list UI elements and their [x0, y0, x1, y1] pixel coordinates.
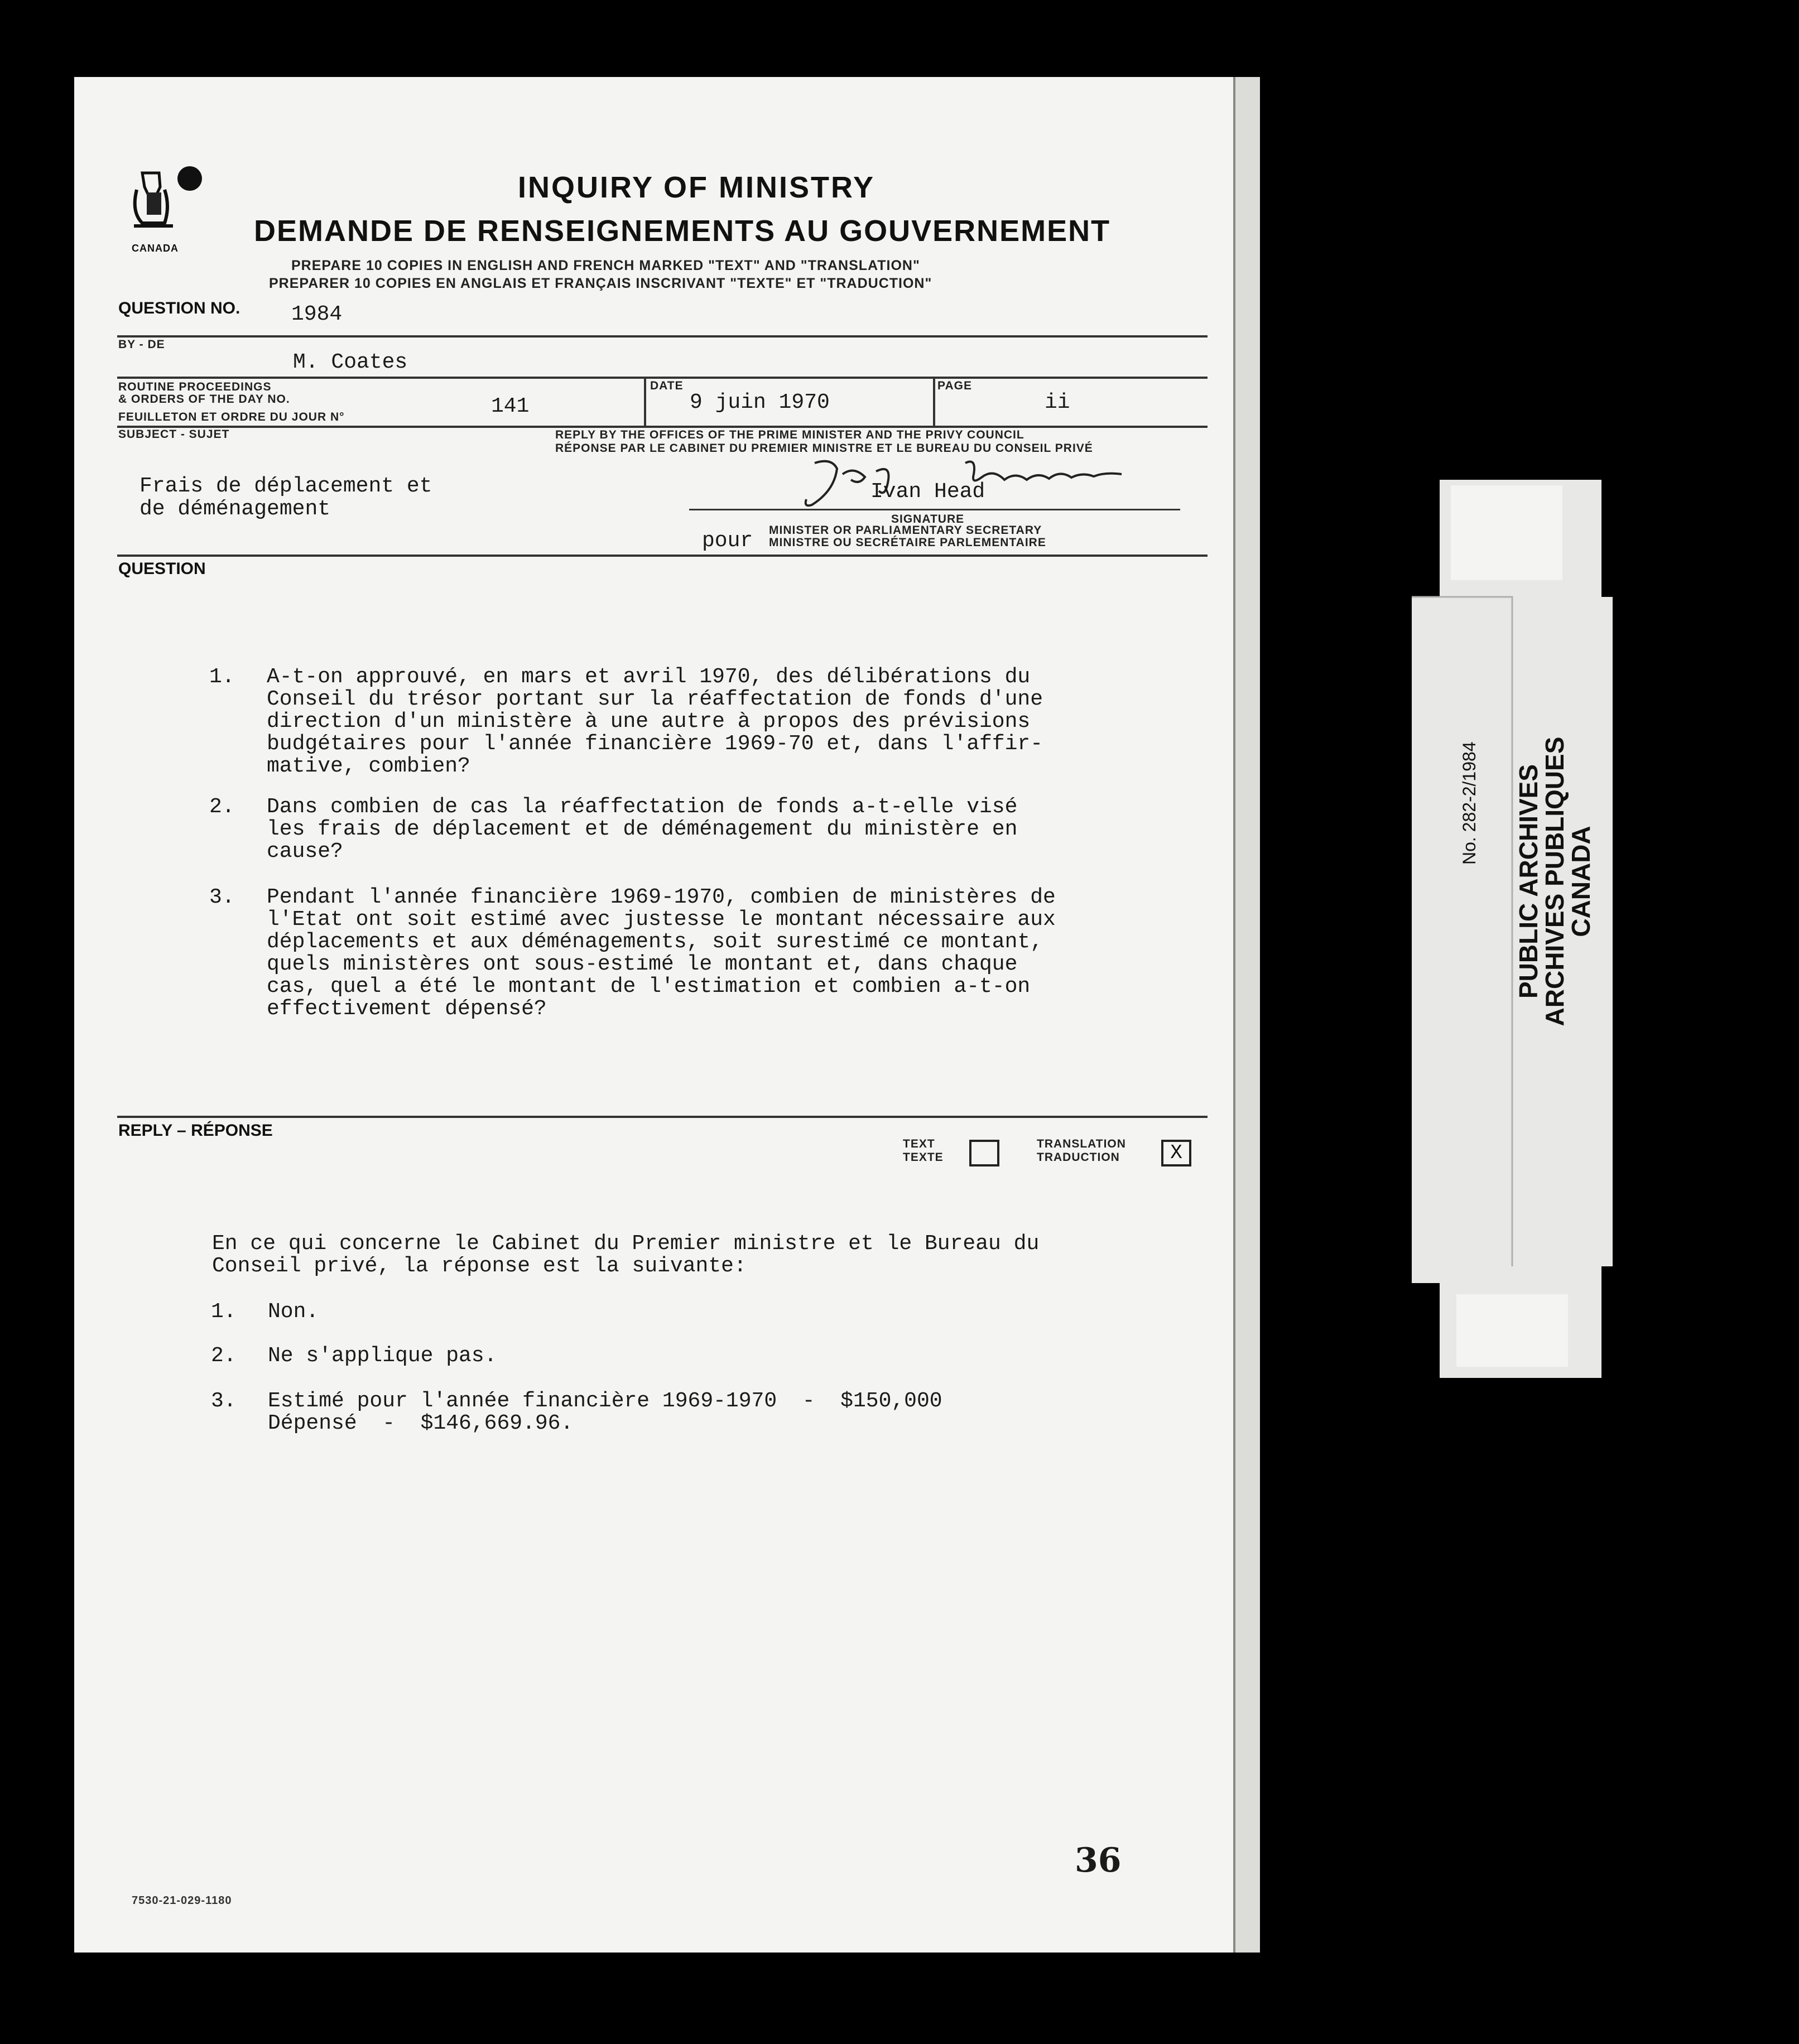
column-divider [933, 377, 935, 427]
question-3-line: effectivement dépensé? [267, 997, 547, 1021]
question-1-line: A-t-on approuvé, en mars et avril 1970, des délibérations du [267, 665, 1031, 689]
question-2-line: les frais de déplacement et de déménagement du ministère en [267, 817, 1018, 841]
divider [117, 555, 1208, 557]
instruction-fr: PREPARER 10 COPIES EN ANGLAIS ET FRANÇAIS INSCRIVANT "TEXTE" ET "TRADUCTION" [269, 276, 932, 291]
archive-line-3: CANADA [1566, 826, 1595, 937]
question-3-line: quels ministères ont sous-estimé le montant et, dans chaque [267, 952, 1018, 976]
question-1-line: budgétaires pour l'année financière 1969-70 et, dans l'affir- [267, 732, 1043, 756]
reply-number-2: 2. [211, 1344, 237, 1368]
reply-label: REPLY – RÉPONSE [118, 1121, 273, 1140]
question-3-line: Pendant l'année financière 1969-1970, combien de ministères de [267, 885, 1056, 909]
subject-label: SUBJECT - SUJET [118, 428, 230, 441]
minister-en: MINISTER OR PARLIAMENTARY SECRETARY [769, 524, 1042, 537]
date-value: 9 juin 1970 [690, 391, 830, 414]
question-1-line: direction d'un ministère à une autre à propos des prévisions [267, 710, 1031, 734]
form-code: 7530-21-029-1180 [132, 1894, 232, 1907]
question-label: QUESTION [118, 560, 206, 578]
reply-3-line: Estimé pour l'année financière 1969-1970 - $150,000 [268, 1389, 942, 1413]
text-checkbox [969, 1140, 999, 1166]
question-2-line: Dans combien de cas la réaffectation de fonds a-t-elle visé [267, 795, 1018, 819]
divider [117, 426, 1208, 428]
date-label: DATE [650, 379, 684, 392]
archive-tag [1412, 480, 1613, 1378]
routine-label-2: & ORDERS OF THE DAY NO. [118, 393, 290, 406]
instruction-en: PREPARE 10 COPIES IN ENGLISH AND FRENCH MARKED "TEXT" AND "TRANSLATION" [291, 258, 920, 273]
signatory-name: Ivan Head [870, 480, 985, 504]
subject-line-2: de déménagement [140, 497, 331, 521]
question-number: 1984 [291, 302, 343, 326]
form-title-fr: DEMANDE DE RENSEIGNEMENTS AU GOUVERNEMENT [254, 214, 1111, 248]
reply-1-line: Non. [268, 1300, 319, 1324]
question-1-line: mative, combien? [267, 754, 470, 778]
page-value: ii [1045, 391, 1070, 414]
minister-fr: MINISTRE OU SECRÉTAIRE PARLEMENTAIRE [769, 536, 1046, 549]
canada-crest-icon [126, 162, 209, 240]
routine-label-3: FEUILLETON ET ORDRE DU JOUR N° [118, 411, 345, 423]
subject-line-1: Frais de déplacement et [140, 474, 432, 498]
reply-2-line: Ne s'applique pas. [268, 1344, 497, 1368]
text-label-fr: TEXTE [903, 1151, 944, 1164]
question-no-label: QUESTION NO. [118, 299, 240, 317]
question-number-3: 3. [209, 885, 235, 909]
question-2-line: cause? [267, 840, 343, 864]
divider [117, 377, 1208, 379]
reply-by-fr: RÉPONSE PAR LE CABINET DU PREMIER MINISTRE ET LE BUREAU DU CONSEIL PRIVÉ [555, 442, 1093, 455]
translation-label-fr: TRADUCTION [1037, 1151, 1120, 1164]
form-title-en: INQUIRY OF MINISTRY [518, 171, 876, 204]
reply-intro-2: Conseil privé, la réponse est la suivante: [212, 1254, 747, 1278]
divider [117, 1116, 1208, 1118]
document-sheet [74, 77, 1257, 1953]
question-3-line: cas, quel a été le montant de l'estimation et combien a-t-on [267, 975, 1031, 999]
sheet-edge [1233, 77, 1260, 1953]
by-label: BY - DE [118, 338, 165, 351]
question-number-1: 1. [209, 665, 235, 689]
translation-label-en: TRANSLATION [1037, 1137, 1126, 1150]
question-3-line: l'Etat ont soit estimé avec justesse le montant nécessaire aux [267, 908, 1056, 932]
reply-3-line: Dépensé - $146,669.96. [268, 1411, 574, 1435]
signature-label: SIGNATURE [891, 513, 965, 526]
page-stamp-number: 36 [1075, 1841, 1122, 1880]
signature-line [689, 509, 1180, 510]
routine-number: 141 [491, 394, 530, 418]
pour-label: pour [702, 529, 753, 553]
column-divider [644, 377, 646, 427]
by-value: M. Coates [293, 350, 408, 374]
routine-label-1: ROUTINE PROCEEDINGS [118, 380, 272, 393]
reply-by-en: REPLY BY THE OFFICES OF THE PRIME MINISTER AND THE PRIVY COUNCIL [555, 428, 1024, 441]
reply-number-3: 3. [211, 1389, 237, 1413]
question-number-2: 2. [209, 795, 235, 819]
reply-intro-1: En ce qui concerne le Cabinet du Premier ministre et le Bureau du [212, 1232, 1040, 1256]
archive-reference: No. 282-2/1984 [1459, 741, 1479, 865]
archive-line-2: ARCHIVES PUBLIQUES [1540, 736, 1569, 1026]
crest-caption: CANADA [132, 243, 179, 254]
question-1-line: Conseil du trésor portant sur la réaffectation de fonds d'une [267, 687, 1043, 711]
reply-number-1: 1. [211, 1300, 237, 1324]
divider [117, 335, 1208, 338]
translation-checkbox: X [1161, 1140, 1191, 1166]
page-label: PAGE [937, 379, 972, 392]
archive-line-1: PUBLIC ARCHIVES [1514, 764, 1543, 999]
question-3-line: déplacements et aux déménagements, soit surestimé ce montant, [267, 930, 1043, 954]
text-label-en: TEXT [903, 1137, 935, 1150]
